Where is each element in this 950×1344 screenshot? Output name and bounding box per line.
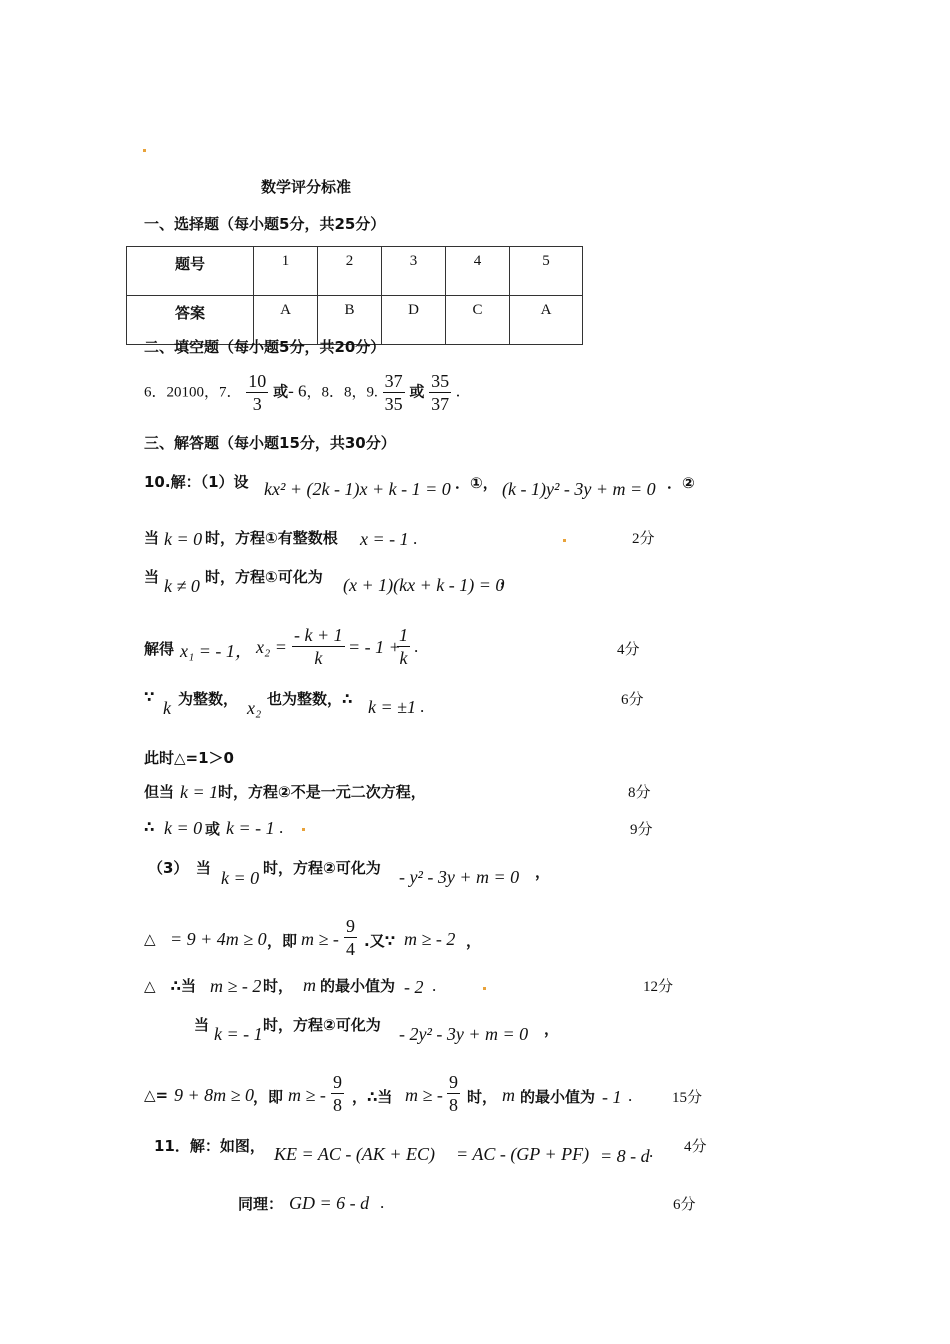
text: 此时△=1＞0: [144, 749, 234, 767]
math: k = 0: [221, 868, 260, 888]
math: m ≥ - 2: [210, 976, 262, 996]
text: 当: [194, 1016, 210, 1034]
math: k = 0: [164, 529, 203, 549]
decorative-dot: [143, 149, 146, 152]
text: ∵: [144, 688, 155, 706]
score-mark: 6分: [621, 692, 644, 708]
math: - 2y² - 3y + m = 0: [399, 1024, 529, 1044]
text: △=: [144, 1086, 169, 1104]
math: x₁ = - 1，: [180, 641, 253, 661]
text: ，: [466, 932, 482, 950]
text: △ ∴当: [144, 977, 196, 995]
fraction: $\frac{9}{8}$: [449, 1072, 458, 1115]
math: k ≠ 0: [164, 576, 200, 596]
math: - 1: [602, 1087, 622, 1107]
table-cell: A: [254, 296, 318, 345]
score-mark: 6分: [673, 1197, 696, 1213]
text: 时，方程①可化为: [205, 568, 323, 586]
text: 为整数，: [178, 690, 239, 708]
math: 9 + 8m ≥ 0: [174, 1085, 255, 1105]
text: （3） 当: [148, 859, 211, 877]
score-mark: 2分: [632, 531, 655, 547]
text: ，: [544, 1020, 560, 1038]
math: k: [163, 698, 171, 718]
math: = - 1 +: [348, 637, 401, 657]
text: 时，: [467, 1088, 498, 1106]
text: .: [432, 976, 437, 995]
score-mark: 12分: [643, 979, 674, 995]
table-cell: B: [318, 296, 382, 345]
math: = AC - (GP + PF): [456, 1144, 590, 1164]
math: m ≥ -: [405, 1085, 443, 1105]
math: k = 1: [180, 782, 219, 802]
text: .又∵: [364, 932, 396, 950]
text: 也为整数，∴: [267, 690, 353, 708]
table-cell: 1: [254, 247, 318, 296]
text: .: [628, 1086, 633, 1105]
text: 时，方程②可化为: [263, 1016, 381, 1034]
fraction: $\frac{- k + 1}{k}$: [294, 625, 343, 668]
equation-2-marker: ．②: [667, 474, 695, 492]
text: .: [649, 1142, 654, 1161]
score-mark: 9分: [630, 822, 653, 838]
text: 时，方程①有整数根: [205, 529, 338, 547]
math: k = 0: [164, 818, 203, 838]
text: 时，: [263, 977, 294, 995]
text: ，即: [253, 1088, 284, 1106]
table-cell: C: [446, 296, 510, 345]
text: ，即: [267, 932, 298, 950]
math: m ≥ -: [301, 929, 339, 949]
math: - y² - 3y + m = 0: [399, 867, 520, 887]
table-cell: 2: [318, 247, 382, 296]
text: 解得: [144, 640, 175, 658]
fraction: $\frac{1}{k}$: [399, 625, 408, 668]
equation-1-marker: ．①，: [455, 474, 498, 492]
math: k = ±1: [368, 697, 417, 717]
section-heading-fill: 二、填空题（每小题5分，共20分）: [144, 338, 386, 356]
decorative-dot: [563, 539, 566, 542]
text: .: [279, 818, 284, 837]
math: x = - 1: [360, 529, 409, 549]
text: ，∴当: [352, 1088, 393, 1106]
text: .: [414, 637, 419, 656]
score-mark: 4分: [684, 1139, 707, 1155]
text: 的最小值为: [520, 1088, 596, 1106]
fill-answers-line: 6．20100，7． $\frac{10}{3}$ 或- 6，8．8，9. $\frac{37}{35}$ 或 $\frac{35}{37}$ .: [144, 371, 461, 414]
fraction: $\frac{35}{37}$: [431, 371, 450, 414]
math: k = - 1: [214, 1024, 263, 1044]
equation-2: (k - 1)y² - 3y + m = 0: [502, 479, 656, 499]
text: ，: [500, 570, 516, 588]
score-mark: 4分: [617, 642, 640, 658]
text: .: [413, 529, 418, 548]
text: .: [420, 697, 425, 716]
math: x₂ =: [256, 637, 287, 657]
table-cell: 4: [446, 247, 510, 296]
section-heading-solve: 三、解答题（每小题15分，共30分）: [144, 434, 396, 452]
score-mark: 8分: [628, 785, 651, 801]
math: m ≥ - 2: [404, 929, 456, 949]
math: k = - 1: [226, 818, 275, 838]
text: .: [380, 1193, 385, 1212]
text: ∴: [144, 818, 155, 836]
decorative-dot: [302, 828, 305, 831]
fraction: $\frac{9}{4}$: [346, 916, 355, 959]
math: GD = 6 - d: [289, 1193, 370, 1213]
fraction: $\frac{10}{3}$: [248, 371, 267, 414]
text: 或: [205, 820, 221, 838]
math: m ≥ -: [288, 1085, 326, 1105]
math: m: [502, 1085, 515, 1105]
text: 当: [144, 568, 160, 586]
math: = 9 + 4m ≥ 0: [170, 929, 267, 949]
fraction: $\frac{37}{35}$: [384, 371, 403, 414]
math: x₂: [247, 698, 262, 718]
text: △: [144, 930, 156, 948]
table-cell: 3: [382, 247, 446, 296]
equation-1: kx² + (2k - 1)x + k - 1 = 0: [264, 479, 451, 499]
math: = 8 - d: [600, 1146, 650, 1166]
math: (x + 1)(kx + k - 1) = 0: [343, 575, 505, 595]
fraction: $\frac{9}{8}$: [333, 1072, 342, 1115]
page-title: 数学评分标准: [261, 178, 352, 196]
table-cell: A: [510, 296, 583, 345]
text: 同理：: [238, 1195, 284, 1213]
table-header-cell: 答案: [127, 296, 254, 345]
section-heading-choice: 一、选择题（每小题5分，共25分）: [144, 215, 386, 233]
answer-table: [126, 246, 583, 345]
math: - 2: [404, 977, 424, 997]
text: 时，方程②不是一元二次方程，: [218, 783, 426, 801]
text: 时，方程②可化为: [263, 859, 381, 877]
text: 但当: [144, 783, 175, 801]
decorative-dot: [483, 987, 486, 990]
table-cell: 5: [510, 247, 583, 296]
text: 当: [144, 529, 160, 547]
table-row: [127, 247, 583, 296]
text: ，: [535, 863, 551, 881]
q10-intro: 10.解：（1）设: [144, 473, 249, 491]
text: 的最小值为: [320, 977, 396, 995]
math: m: [303, 975, 316, 995]
math: KE = AC - (AK + EC): [274, 1144, 435, 1164]
score-mark: 15分: [672, 1090, 703, 1106]
table-header-cell: 题号: [127, 247, 254, 296]
table-cell: D: [382, 296, 446, 345]
text: 11．解：如图，: [154, 1137, 265, 1155]
